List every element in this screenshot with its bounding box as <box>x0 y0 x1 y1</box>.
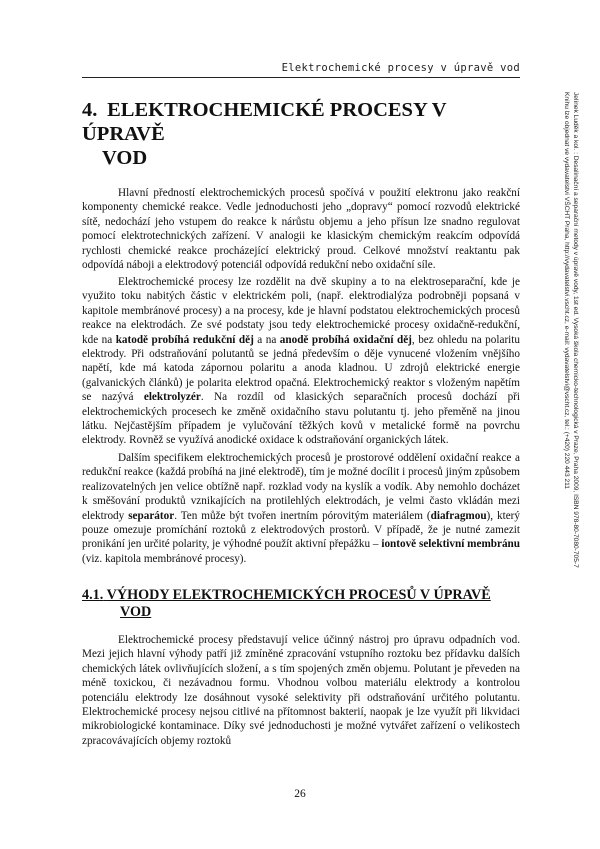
p3-bold-diaphragm: diafragmou <box>430 509 487 522</box>
chapter-title-line-1: ELEKTROCHEMICKÉ PROCESY V ÚPRAVĚ <box>82 99 447 145</box>
side-citation-note <box>562 92 580 632</box>
p2-bold-anode: anodě probíhá oxidační děj <box>279 333 412 346</box>
section-title-line-1: VÝHODY ELEKTROCHEMICKÝCH PROCESŮ V ÚPRAVĚ <box>106 587 491 603</box>
side-note-line-1: Jelínek Luděk a kol. : Desalinační a separační metody v úpravě vody, 1st ed. Vysoká škola chemicko-technologická v Praze, Praha 2009, ISBN 978-80-7080-705-7 <box>572 92 579 568</box>
p3-text-c: . Ten může být tvořen inertním pórovitým materiálem ( <box>174 509 431 522</box>
side-note-line-2: Knihu lze objednat ve vydavatelství VŠCHT Praha, http://vydavatelstvi.vscht.cz, e-mail: vydavatelstvi@vscht.cz, tel.: (+420) 220 443 211 <box>563 92 570 489</box>
p2-text-d: , bez ohledu na polaritu elektrody. Při odstraňování polutantů se jedná především o děje vynucené vložením vnějšího napětí, kde má katoda zápornou polaritu a anoda kladnou. U zdrojů elektrické energie (galvanických článků) je polarita elektrod opačná. Elektrochemický reaktor s vloženým napětím se nazývá <box>82 333 520 404</box>
section-heading <box>82 587 512 621</box>
p2-text-c: a na <box>253 333 280 346</box>
p3-text-a: Dalším specifikem elektrochemických procesů je prostorové oddělení oxidační reakce a redukční reakce (každá probíhá na jiné elektrodě), tím je možné docílit i procesů jiným způsobem realizovatelných jen velice obtížně např. rozklad vody na kyslík a vodík. Aby nemohlo docházet k směšování produktů vznikajících na protilehlých elektrodách, je velmi často vkládán mezi elektrody <box>82 452 520 522</box>
p2-text-a: Elektrochemické procesy lze rozdělit na dvě skupiny a to na elektroseparační, kde je využito toku nabitých částic v elektrickém poli, (např. elektrodialýza podrobněji popsaná v kapitole membránové procesy) a na procesy, kde je hlavní podstatou elektrochemických procesů reakce na elektrodách. Ze své podstaty jsou tedy elektrochemické procesy oxidačně-redukční, kde na <box>82 276 520 346</box>
p3-bold-separator: separátor <box>128 509 175 522</box>
paragraph-1-text: Hlavní předností elektrochemických procesů spočívá v použití elektronu jako reakční komponenty chemické reakce. Vedle jednoduchosti jeho „dopravy“ pomocí rozvodů elektrické sítě, nedochází jeho vstupem do reakce k nárůstu objemu a jeho přísun lze snadno regulovat pomocí elektrotechnických zařízení. V analogii ke klasickým chemickým reakcím odpovídá rychlosti chemické reakce procházející elektrický proud. Celkové množství reaktantu pak odpovídá náboji a elektrodový potenciál odpovídá redukční nebo oxidační síle. <box>82 187 520 272</box>
paragraph-2-text <box>82 275 520 448</box>
paragraph-2 <box>82 275 520 448</box>
page-number: 26 <box>294 788 306 800</box>
chapter-heading <box>82 98 512 170</box>
p2-text-e: . Na rozdíl od klasických separačních procesů dochází při elektrochemických procesech ke změně oxidačního stavu polutantu tj. jeho přeměně na jinou látku. Nejčastějším případem je vylučování těžkých kovů v metalické formě na povrchu elektrody. Rovněž se využívá anodické oxidace k odstraňování organických látek. <box>82 391 520 447</box>
chapter-number: 4. <box>82 99 98 121</box>
section-number: 4.1. <box>82 587 104 603</box>
p3-bold-membrane: iontově selektivní membránu <box>381 538 520 551</box>
header-rule <box>82 77 520 78</box>
section-title-line-2: VOD <box>120 604 152 620</box>
p3-text-e: (viz. kapitola membránové procesy). <box>82 552 247 565</box>
running-header: Elektrochemické procesy v úpravě vod <box>281 62 520 74</box>
p2-bold-cathode: katodě probíhá redukční děj <box>115 333 254 346</box>
chapter-title-line-2: VOD <box>102 147 148 169</box>
paragraph-4-text: Elektrochemické procesy představují velice účinný nástroj pro úpravu odpadních vod. Mezi jejich hlavní výhody patří již zmíněné zpracování vstupního roztoku bez přídavku dalších chemických látek ovlivňujících složení, a s tím spojených změn objemu. Polutant je převeden na méně toxickou, či nezávadnou formu. Vhodnou volbou materiálu elektrody a kontrolou potenciálu elektrody lze dosáhnout vysoké selektivity při odstraňování určitého polutantu. Elektrochemické procesy nejsou citlivé na přítomnost bakterií, naopak je lze využít při likvidaci mikrobiologické kontaminace. Díky své jednoduchosti je možné vytvářet zařízení o velikostech zpracovávajících objemy roztoků <box>82 634 520 747</box>
paragraph-3-text <box>82 451 520 566</box>
paragraph-1 <box>82 186 520 272</box>
paragraph-4 <box>82 633 520 748</box>
paragraph-3 <box>82 451 520 566</box>
p3-text-d: ), který pouze omezuje promíchání roztoků z elektrodových prostorů. V případě, že je nutné zamezit pronikání jen určité polarity, je výhodné použít aktivní přepážku – <box>82 509 520 551</box>
p2-bold-electrolyzer: elektrolyzér <box>143 391 201 404</box>
